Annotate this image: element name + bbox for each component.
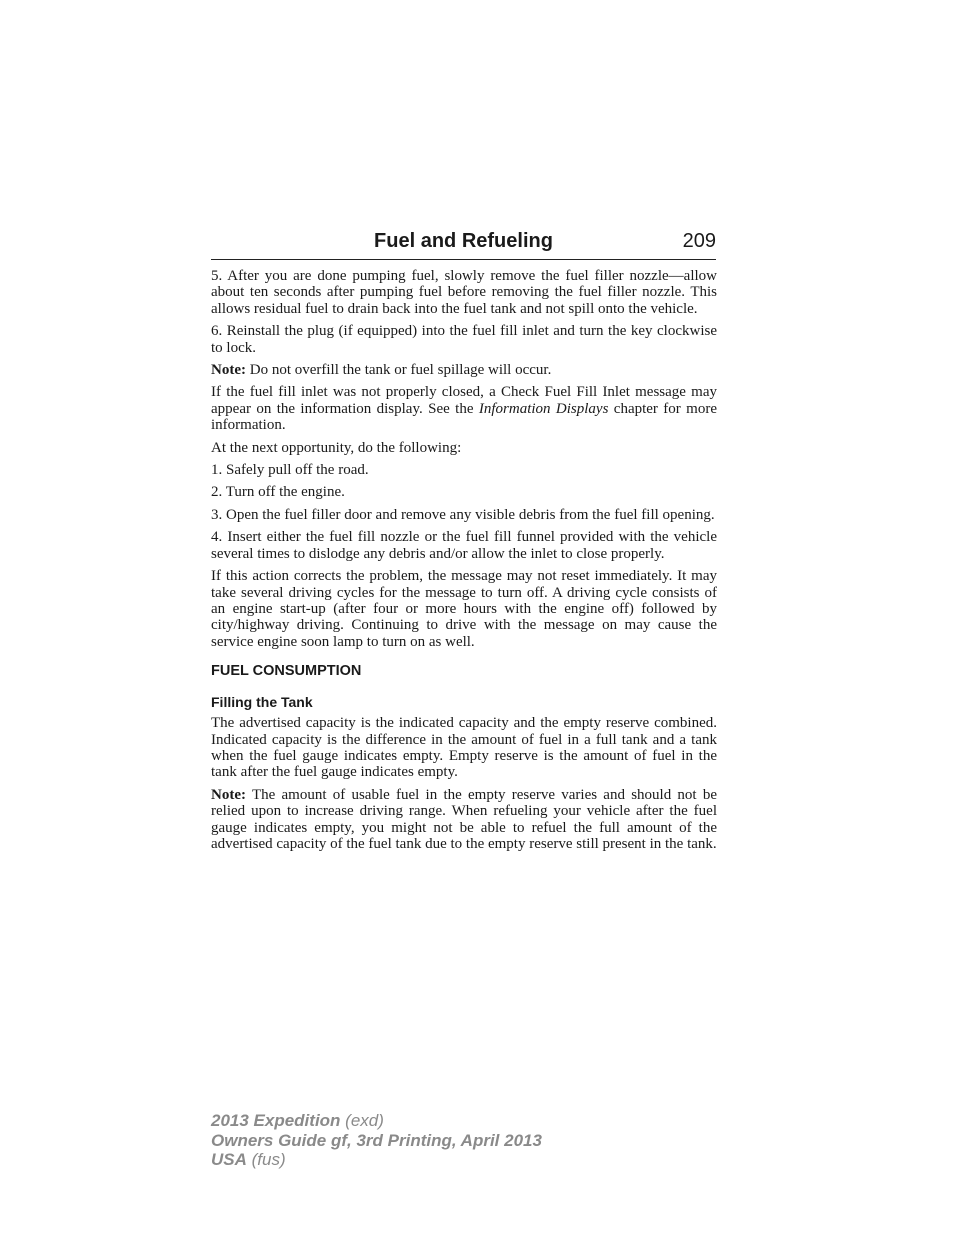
list-step-3: 3. Open the fuel filler door and remove any visible debris from the fuel fill opening.	[211, 506, 715, 523]
footer-model: 2013 Expedition	[211, 1111, 341, 1130]
page-content	[211, 268, 717, 858]
list-step-4: 4. Insert either the fuel fill nozzle or the fuel fill funnel provided with the vehicle several times to dislodge any debris and/or allow the inlet to close properly.	[211, 529, 717, 562]
paragraph-step-5: 5. After you are done pumping fuel, slowly remove the fuel filler nozzle—allow about ten seconds after pumping fuel before removing the fuel filler nozzle. This allows residual fuel to drain back into the fuel tank and not spill onto the vehicle.	[211, 268, 717, 317]
footer-model-code: (exd)	[340, 1111, 384, 1130]
page-header	[211, 228, 716, 260]
note-label: Note:	[211, 362, 246, 379]
chapter-reference: Information Displays	[478, 400, 609, 417]
page-footer	[211, 1111, 542, 1170]
paragraph-step-6: 6. Reinstall the plug (if equipped) into the fuel fill inlet and turn the key clockwise to lock.	[211, 323, 717, 356]
note-overfill	[211, 362, 717, 378]
note-label: Note:	[211, 786, 246, 803]
page-number: 209	[682, 230, 716, 252]
paragraph-fill-inlet	[211, 384, 717, 433]
footer-line-3	[211, 1150, 542, 1170]
footer-line-2: Owners Guide gf, 3rd Printing, April 2013	[211, 1130, 542, 1150]
chapter-title: Fuel and Refueling	[374, 230, 553, 252]
footer-line-1	[211, 1111, 542, 1131]
footer-market-code: (fus)	[246, 1150, 286, 1169]
paragraph-next-opportunity: At the next opportunity, do the following:	[211, 439, 462, 456]
paragraph-capacity: The advertised capacity is the indicated capacity and the empty reserve combined. Indicated capacity is the difference in the amount of fuel in a full tank and a tank when the fuel gauge indicates empty. Empty reserve is the amount of fuel in the tank after the fuel gauge indicates empty.	[211, 715, 717, 781]
note-text: The amount of usable fuel in the empty reserve varies and should not be relied upon to increase driving range. When refueling your vehicle after the fuel gauge indicates empty, you might not be able to refuel the full amount of the advertised capacity of the fuel tank due to the empty reserve still present in the tank.	[211, 786, 717, 852]
paragraph-text: If the fuel fill inlet was not properly closed, a Check Fuel Fill Inlet message may appear on the information display. See the	[211, 384, 717, 417]
paragraph-driving-cycle: If this action corrects the problem, the message may not reset immediately. It may take several driving cycles for the message to turn off. A driving cycle consists of an engine start-up (after four or more hours with the engine off) followed by city/highway driving. Continuing to drive with the message on may cause the service engine soon lamp to turn on as well.	[211, 568, 717, 650]
list-step-2: 2. Turn off the engine.	[211, 484, 345, 501]
footer-market: USA	[211, 1150, 247, 1169]
list-step-1: 1. Safely pull off the road.	[211, 462, 369, 479]
subsection-heading: Filling the Tank	[211, 694, 313, 711]
paragraph-text: chapter for more information.	[211, 400, 717, 434]
note-empty-reserve	[211, 787, 717, 853]
note-text: Do not overfill the tank or fuel spillage will occur.	[245, 362, 552, 379]
section-heading: FUEL CONSUMPTION	[211, 663, 362, 680]
